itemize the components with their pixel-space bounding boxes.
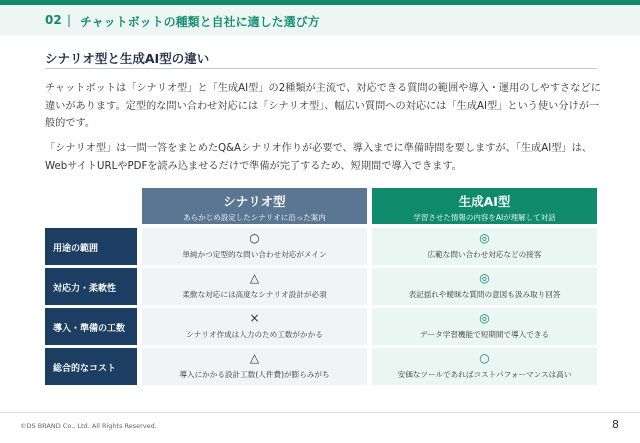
scenario-cell-usage-scope: [142, 228, 367, 265]
generative-cell-flexibility: [372, 268, 597, 305]
copyright-text: ©DS BRAND Co., Ltd. All Rights Reserved.: [20, 422, 157, 430]
scenario-cell-setup-effort: [142, 308, 367, 345]
row-label-total-cost: 総合的なコスト: [45, 348, 137, 385]
generative-cell-usage-scope: [372, 228, 597, 265]
cell-description: 単純かつ定型的な問い合わせ対応がメイン: [182, 250, 327, 259]
page-number: 8: [612, 418, 619, 431]
section-number: 02: [45, 13, 62, 27]
rating-mark: △: [249, 351, 260, 365]
generative-column-subtitle: 学習させた情報の内容をAIが理解して対話: [413, 213, 556, 222]
cell-description: 柔軟な対応には高度なシナリオ設計が必須: [182, 290, 327, 299]
cell-description: 広範な問い合わせ対応などの接客: [427, 250, 542, 259]
section-separator: |: [67, 13, 72, 27]
section-header: [0, 5, 640, 35]
subtitle-divider: [45, 68, 597, 69]
cell-description: 導入にかかる設計工数(人件費)が膨らみがち: [179, 370, 330, 379]
generative-cell-total-cost: [372, 348, 597, 385]
section-title: チャットボットの種類と自社に適した選び方: [80, 15, 320, 29]
rating-mark: ◎: [479, 231, 490, 245]
row-label-flexibility: 対応力・柔軟性: [45, 268, 137, 305]
cell-description: データ学習機能で短期間で導入できる: [419, 330, 550, 339]
cell-description: 表記揺れや曖昧な質問の意図も汲み取り回答: [408, 290, 561, 299]
scenario-column-title: シナリオ型: [223, 194, 286, 209]
row-label-usage-scope: 用途の範囲: [45, 228, 137, 265]
generative-cell-setup-effort: [372, 308, 597, 345]
scenario-cell-total-cost: [142, 348, 367, 385]
rating-mark: ◎: [479, 271, 490, 285]
row-label-setup-effort: 導入・準備の工数: [45, 308, 137, 345]
intro-paragraph: チャットボットは「シナリオ型」と「生成AI型」の2種類が主流で、対応できる質問の範囲や導入・運用のしやすさなどに違いがあります。定型的な問い合わせ対応には「シナリオ型」、幅広い質問への対応には「生成AI型」という使い分けが一般的です。: [45, 83, 601, 129]
rating-mark: ○: [479, 351, 490, 365]
rating-mark: ◎: [479, 311, 490, 325]
scenario-column-header: [142, 188, 367, 224]
detail-paragraph: 「シナリオ型」は一問一答をまとめたQ&Aシナリオ作りが必要で、導入までに準備時間を要しますが、「生成AI型」は、WebサイトURLやPDFを読み込ませるだけで準備が完了するため、短期間で導入できます。: [45, 143, 592, 172]
rating-mark: ×: [249, 311, 260, 325]
page-subtitle: シナリオ型と生成AI型の違い: [45, 51, 210, 66]
rating-mark: △: [249, 271, 260, 285]
generative-column-title: 生成AI型: [458, 194, 511, 209]
generative-column-header: [372, 188, 597, 224]
rating-mark: ○: [249, 231, 260, 245]
scenario-column-subtitle: あらかじめ設定したシナリオに沿った案内: [183, 213, 326, 222]
footer-divider: [0, 412, 640, 413]
cell-description: シナリオ作成は人力のため工数がかかる: [186, 330, 323, 339]
cell-description: 安価なツールであればコストパフォーマンスは高い: [397, 370, 572, 379]
scenario-cell-flexibility: [142, 268, 367, 305]
